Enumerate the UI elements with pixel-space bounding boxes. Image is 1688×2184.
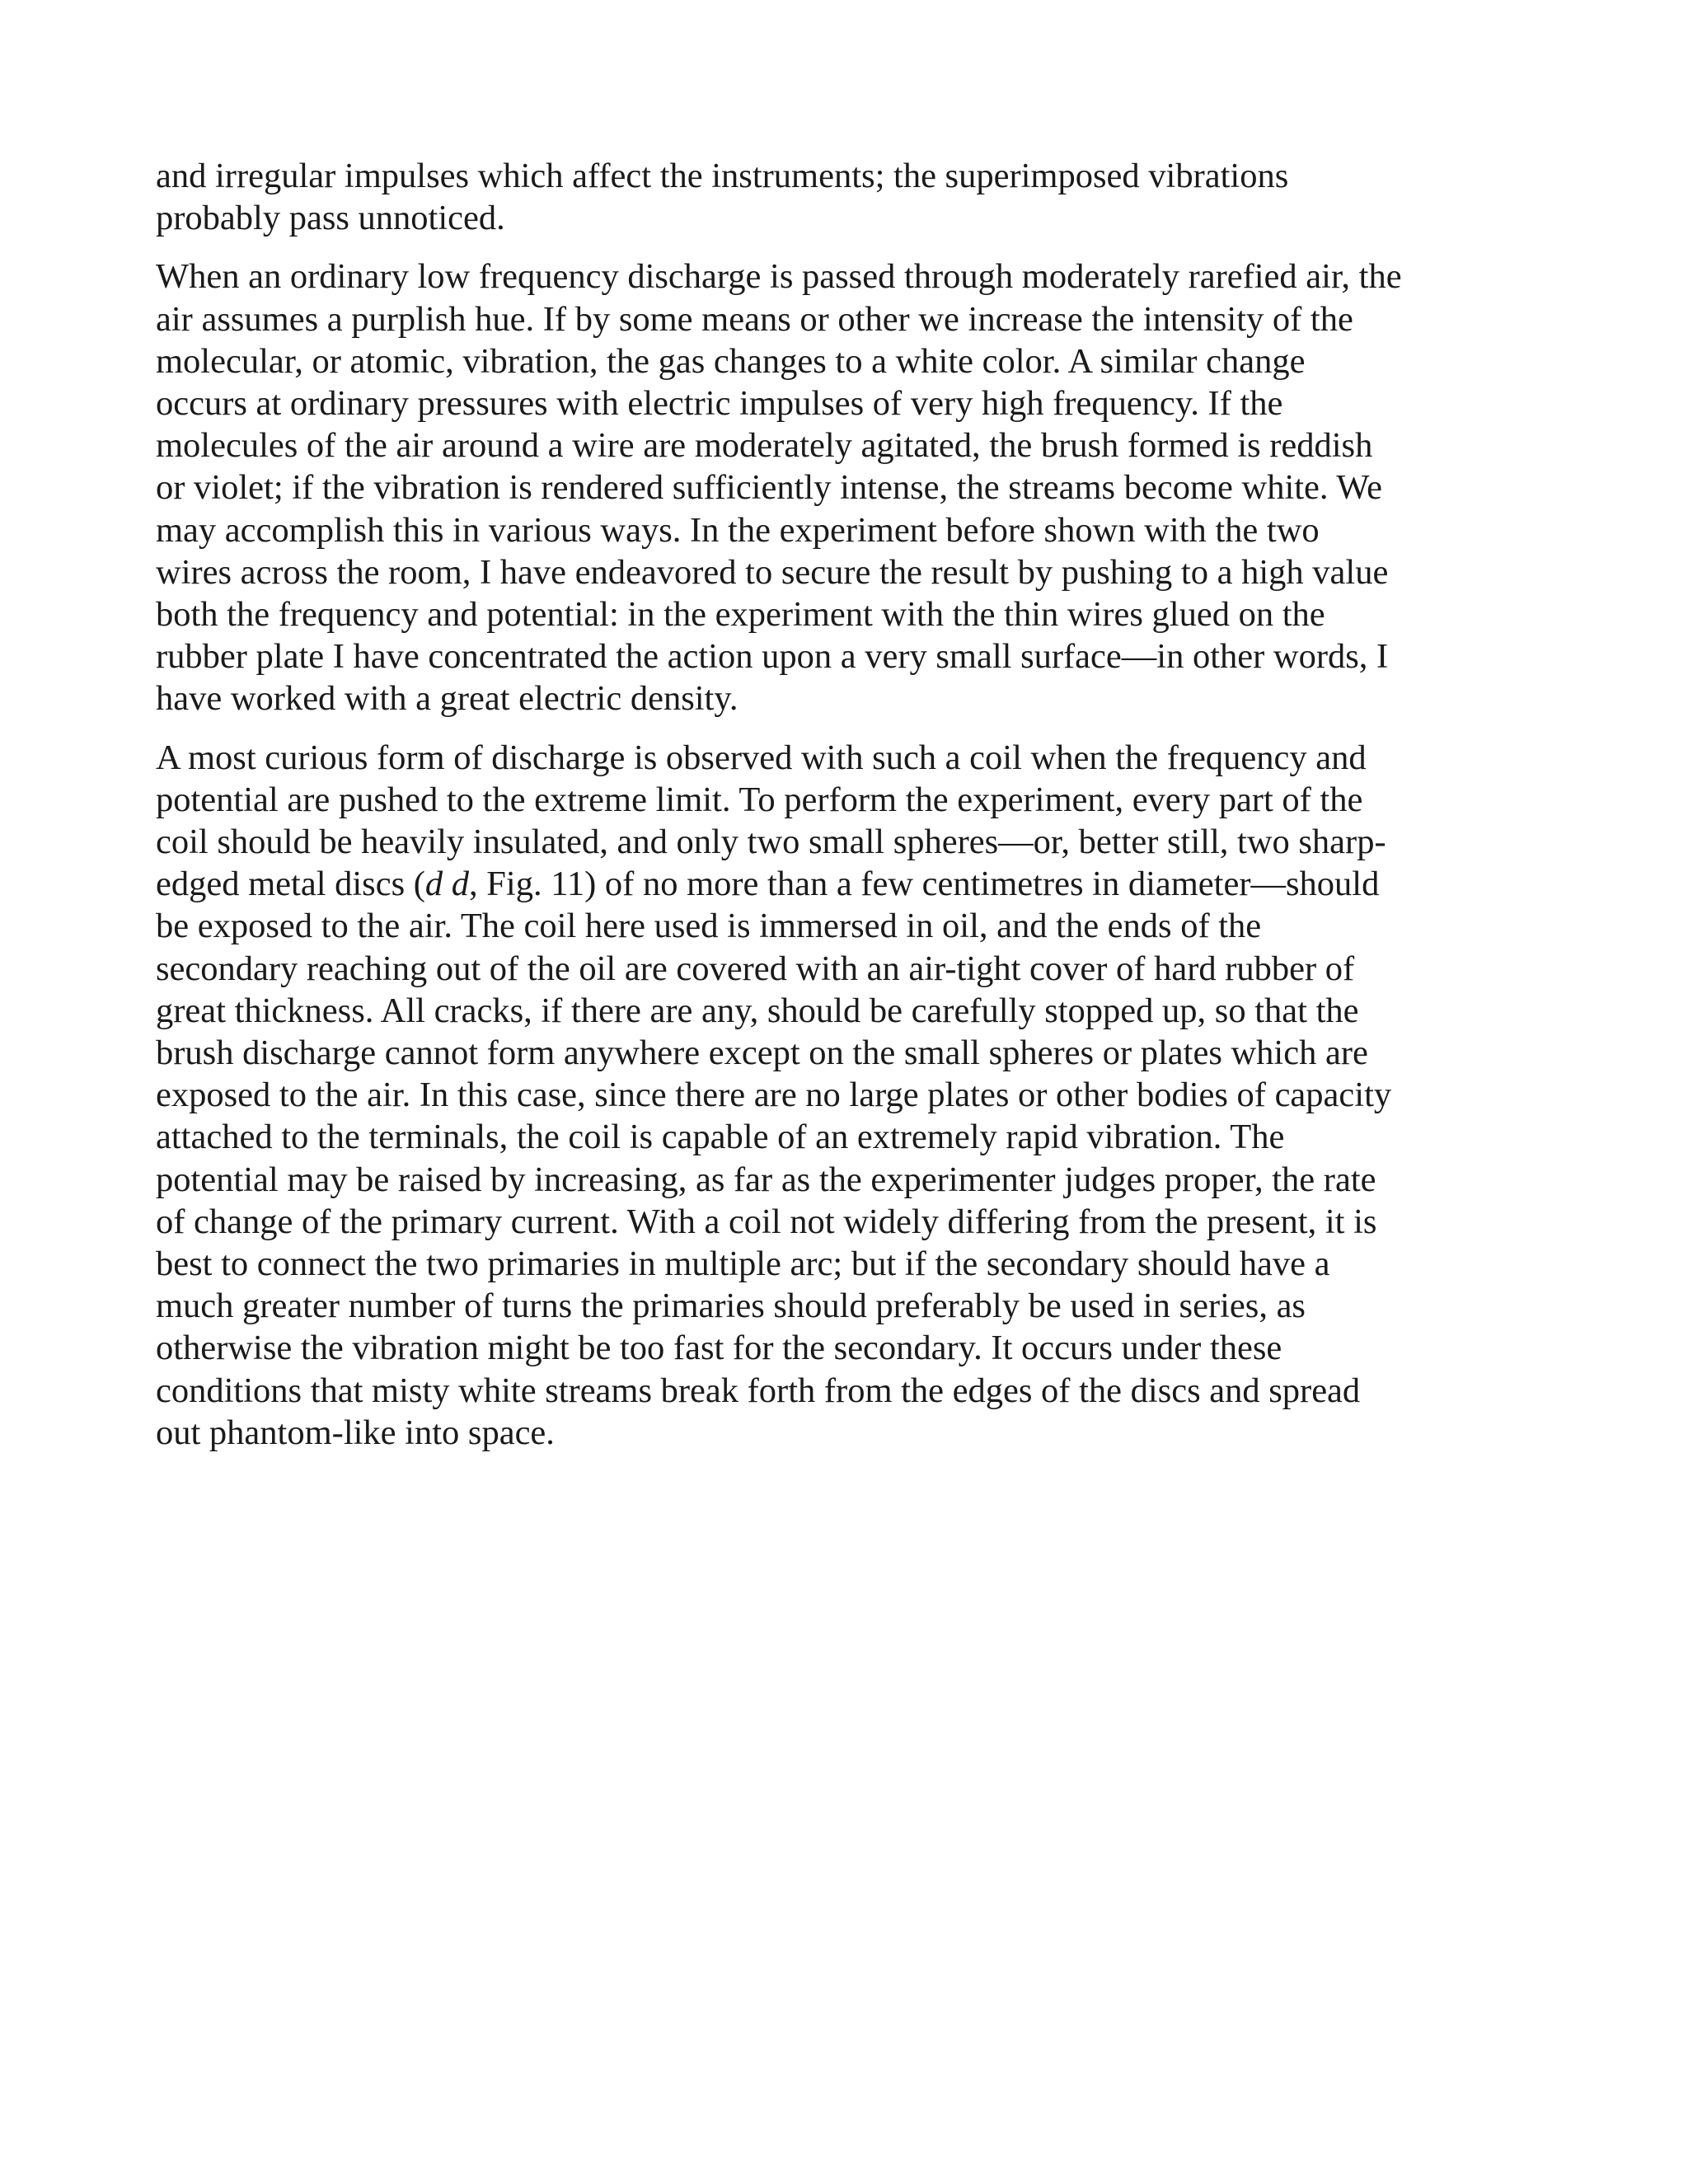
text-line: may accomplish this in various ways. In the experiment before shown with the two: [156, 510, 1320, 550]
text-line: exposed to the air. In this case, since there are no large plates or other bodies of capacity: [156, 1076, 1392, 1115]
text-line: best to connect the two primaries in multiple arc; but if the secondary should have a: [156, 1244, 1330, 1284]
text-line: of change of the primary current. With a coil not widely differing from the present, it is: [156, 1202, 1377, 1241]
text-line: both the frequency and potential: in the experiment with the thin wires glued on the: [156, 595, 1325, 635]
text-segment: edged metal discs (: [156, 865, 425, 904]
text-line: potential are pushed to the extreme limit. To perform the experiment, every part of the: [156, 780, 1363, 819]
text-line-with-figure-ref: [156, 863, 1549, 905]
text-line: coil should be heavily insulated, and only two small spheres—or, better still, two sharp-: [156, 823, 1386, 862]
text-line: molecular, or atomic, vibration, the gas changes to a white color. A similar change: [156, 341, 1306, 381]
text-line: great thickness. All cracks, if there are any, should be carefully stopped up, so that the: [156, 991, 1359, 1030]
text-line: attached to the terminals, the coil is capable of an extremely rapid vibration. The: [156, 1118, 1285, 1157]
text-line: have worked with a great electric density.: [156, 679, 738, 719]
text-line: brush discharge cannot form anywhere except on the small spheres or plates which are: [156, 1033, 1368, 1073]
italic-label: d d: [424, 865, 470, 904]
text-segment: , Fig. 11) of no more than a few centimetres in diameter—should: [469, 865, 1380, 904]
text-line: and irregular impulses which affect the instruments; the superimposed vibrations: [156, 157, 1289, 195]
text-line: molecules of the air around a wire are moderately agitated, the brush formed is reddish: [156, 426, 1373, 466]
text-line: When an ordinary low frequency discharge is passed through moderately rarefied air, the: [156, 257, 1402, 297]
text-line: out phantom-like into space.: [156, 1413, 555, 1452]
text-line: or violet; if the vibration is rendered sufficiently intense, the streams become white. We: [156, 468, 1382, 508]
text-line: rubber plate I have concentrated the action upon a very small surface—in other words, I: [156, 637, 1389, 677]
text-line: much greater number of turns the primaries should preferably be used in series, as: [156, 1286, 1306, 1326]
document-page: [156, 155, 1549, 1470]
paragraph-1: [156, 155, 1549, 239]
text-line: be exposed to the air. The coil here used is immersed in oil, and the ends of the: [156, 907, 1262, 946]
text-line: wires across the room, I have endeavored to secure the result by pushing to a high value: [156, 552, 1389, 592]
text-line: conditions that misty white streams break forth from the edges of the discs and spread: [156, 1371, 1361, 1410]
text-line: A most curious form of discharge is observed with such a coil when the frequency and: [156, 738, 1367, 777]
text-line: potential may be raised by increasing, as far as the experimenter judges proper, the rate: [156, 1160, 1376, 1199]
text-line: otherwise the vibration might be too fast for the secondary. It occurs under these: [156, 1329, 1282, 1368]
text-line: air assumes a purplish hue. If by some means or other we increase the intensity of the: [156, 299, 1353, 339]
paragraph-2: [156, 255, 1549, 719]
text-line: secondary reaching out of the oil are covered with an air-tight cover of hard rubber of: [156, 949, 1355, 988]
paragraph-3: [156, 737, 1549, 1454]
text-line: occurs at ordinary pressures with electric impulses of very high frequency. If the: [156, 384, 1283, 424]
text-line: probably pass unnoticed.: [156, 199, 505, 238]
